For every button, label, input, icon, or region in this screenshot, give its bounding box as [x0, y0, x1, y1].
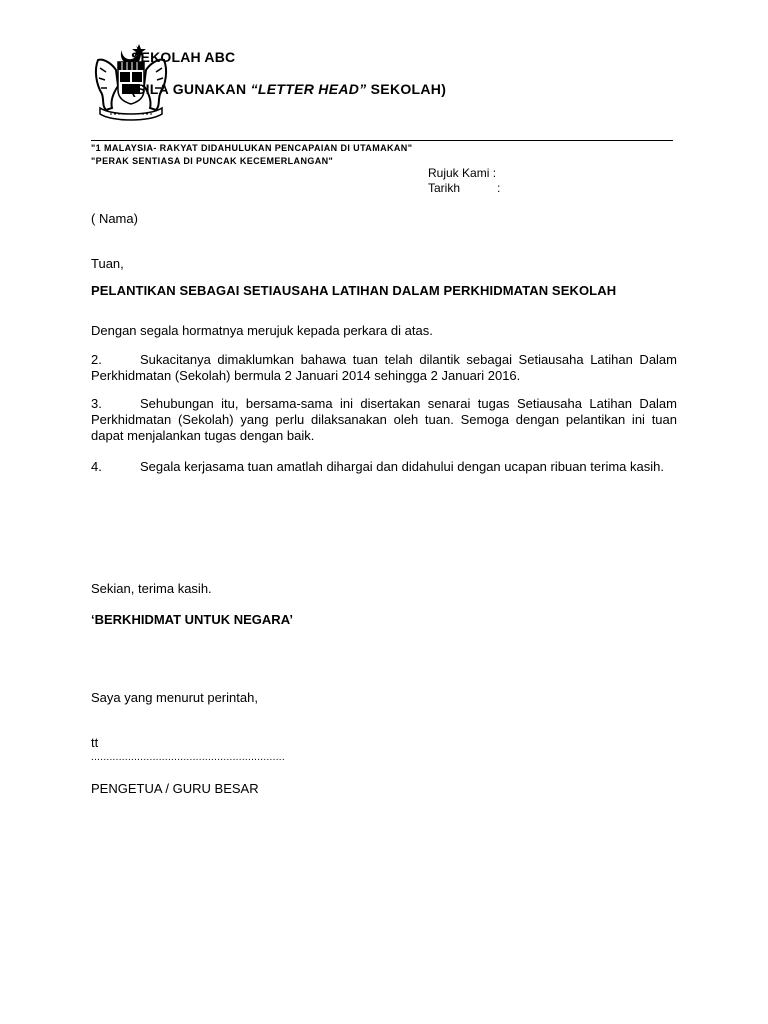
letter-subject: PELANTIKAN SEBAGAI SETIAUSAHA LATIHAN DALAM PERKHIDMATAN SEKOLAH: [91, 283, 617, 298]
letterhead-instruction: [131, 81, 446, 97]
letterhead-instruction-open: (SILA GUNAKAN: [131, 81, 251, 97]
reference-number-line: [428, 166, 496, 180]
reference-label: Rujuk Kami: [428, 166, 490, 180]
letterhead-instruction-close: SEKOLAH): [366, 81, 447, 97]
paragraph-2: [91, 352, 677, 384]
date-line: [428, 181, 500, 195]
service-slogan: ‘BERKHIDMAT UNTUK NEGARA’: [91, 612, 293, 627]
paragraph-number: 2.: [91, 352, 102, 367]
intro-paragraph: Dengan segala hormatnya merujuk kepada perkara di atas.: [91, 323, 433, 338]
recipient-name: ( Nama): [91, 211, 138, 226]
date-value: :: [497, 181, 501, 195]
motto-perak: "PERAK SENTIASA DI PUNCAK KECEMERLANGAN": [91, 156, 334, 166]
letterhead-divider: [91, 140, 673, 141]
signature-line: ...............................................................: [91, 752, 285, 763]
motto-1malaysia: "1 MALAYSIA- RAKYAT DIDAHULUKAN PENCAPAIAN DI UTAMAKAN": [91, 143, 413, 153]
paragraph-3: [91, 396, 677, 444]
paragraph-number: 3.: [91, 396, 102, 411]
paragraph-text: Segala kerjasama tuan amatlah dihargai dan didahului dengan ucapan ribuan terima kasih.: [140, 459, 664, 474]
letterhead-instruction-italic: “LETTER HEAD”: [250, 81, 367, 97]
closing-thanks: Sekian, terima kasih.: [91, 581, 212, 596]
date-label: Tarikh: [428, 181, 461, 195]
paragraph-4: [91, 459, 677, 475]
signature-mark: tt: [91, 735, 99, 750]
paragraph-text: Sukacitanya dimaklumkan bahawa tuan telah dilantik sebagai Setiausaha Latihan Dalam Perkhidmatan (Sekolah) bermula 2 Januari 2014 sehingga 2 Januari 2016.: [91, 352, 677, 383]
obedient-line: Saya yang menurut perintah,: [91, 690, 258, 705]
school-name: SEKOLAH ABC: [131, 49, 236, 65]
salutation: Tuan,: [91, 256, 124, 271]
reference-value: :: [492, 166, 497, 180]
signatory-position: PENGETUA / GURU BESAR: [91, 781, 259, 796]
paragraph-number: 4.: [91, 459, 102, 474]
paragraph-text: Sehubungan itu, bersama-sama ini disertakan senarai tugas Setiausaha Latihan Dalam Perkhidmatan (Sekolah) yang perlu dilaksanakan oleh tuan. Semoga dengan pelantikan ini tuan dapat menjalankan tugas dengan baik.: [91, 396, 677, 443]
